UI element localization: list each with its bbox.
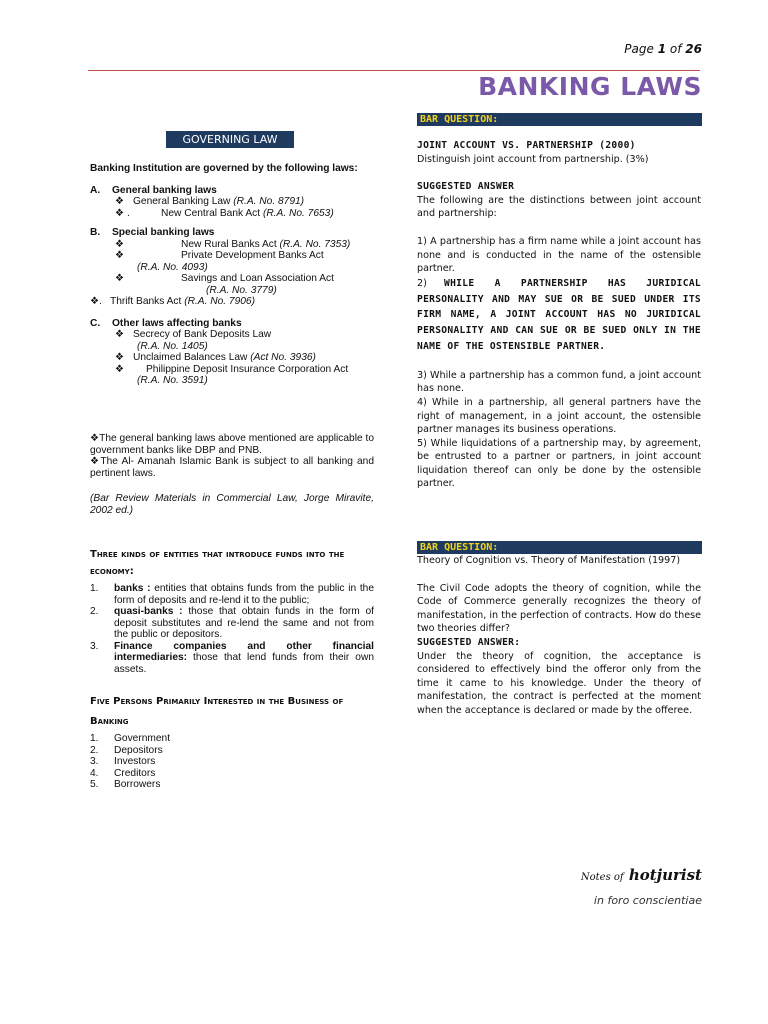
section-a: A. General banking laws ❖ General Banking Law (R.A. No. 8791) ❖ . New Central Bank Act (R.A. No. 7653) <box>90 185 374 220</box>
notes-block <box>90 433 374 516</box>
list-item: ❖ General Banking Law (R.A. No. 8791) <box>115 196 305 207</box>
list-item: ❖ New Rural Banks Act (R.A. No. 7353) <box>115 238 351 250</box>
left-column-top <box>90 163 374 387</box>
answer-text: 1) A partnership has a firm name while a joint account has none and is conducted in the name of the ostensible partner. <box>417 235 701 275</box>
list-item: ❖ . New Central Bank Act (R.A. No. 7653) <box>115 207 334 219</box>
motto: in foro conscientiae <box>593 894 702 907</box>
signature: Notes of hotjurist <box>580 866 702 884</box>
three-kinds-block <box>90 546 374 675</box>
header-rule <box>88 70 700 71</box>
list-item: 1. Government <box>90 733 171 744</box>
list-item: 1. banks : entities that obtains funds from the public in the form of deposits and re-lend it to the public; <box>90 583 374 606</box>
suggested-answer-label: SUGGESTED ANSWER <box>417 181 515 193</box>
list-item: 3. Finance companies and other financial intermediaries: those that lend funds from their own assets. <box>90 640 374 675</box>
list-item: ❖ Secrecy of Bank Deposits Law (R.A. No. 1405) <box>115 329 272 352</box>
list-item: ❖ Philippine Deposit Insurance Corporation Act (R.A. No. 3591) <box>115 363 349 386</box>
citation: (Bar Review Materials in Commercial Law, Jorge Miravite, 2002 ed.) <box>90 493 374 516</box>
question-title: JOINT ACCOUNT VS. PARTNERSHIP (2000) <box>417 140 636 151</box>
question-text: Distinguish joint account from partnership. (3%) <box>417 153 649 165</box>
list-item: 5. Borrowers <box>90 779 161 790</box>
page-number: Page 1 of 26 <box>624 42 702 56</box>
question-title: Theory of Cognition vs. Theory of Manifestation (1997) <box>417 555 681 566</box>
bar-question-banner: BAR QUESTION: <box>417 113 702 126</box>
answer-text: 2) WHILE A PARTNERSHIP HAS JURIDICAL PERSONALITY AND MAY SUE OR BE SUED UNDER ITS FIRM NAME, A JOINT ACCOUNT HAS NO JURIDICAL PERSONALITY AND CAN SUE OR BE SUED ONLY IN THE NAME OF THE OSTENSIBLE PARTNER. <box>417 277 701 352</box>
question-2-block <box>417 554 701 718</box>
bar-question-banner: BAR QUESTION: <box>417 541 702 554</box>
section-c: C. Other laws affecting banks ❖ Secrecy of Bank Deposits Law (R.A. No. 1405) ❖ Unclaimed Balances Law (Act No. 3936) ❖ Philippine Deposit Insurance Corporation Act (R.A. No. 3591) <box>90 318 374 387</box>
section-b: B. Special banking laws ❖ New Rural Banks Act (R.A. No. 7353) ❖ Private Development Banks Act (R.A. No. 4093) ❖ Savings and Loan Association Act (R.A. No. 3779) ❖. Thrift Banks Act (R.A. No. 7906) <box>90 227 374 308</box>
list-item: 4. Creditors <box>90 767 156 779</box>
answer-text: 3) While a partnership has a common fund, a joint account has none. <box>417 369 701 395</box>
list-item: ❖ Savings and Loan Association Act (R.A. No. 3779) <box>115 273 334 296</box>
list-item: 3. Investors <box>90 756 156 767</box>
question-text: The Civil Code adopts the theory of cognition, while the Code of Commerce generally recognizes the theory of manifestation, in the perfection of contracts. How do these two theories differ? <box>417 582 701 635</box>
page-title: BANKING LAWS <box>478 72 702 101</box>
intro-text: Banking Institution are governed by the following laws: <box>90 163 358 174</box>
question-1-block <box>417 139 701 491</box>
list-item: ❖ Unclaimed Balances Law (Act No. 3936) <box>115 352 316 363</box>
section-heading: Five Persons Primarily Interested in the Business of Banking <box>90 696 344 727</box>
note-text: ❖The general banking laws above mentioned are applicable to government banks like DBP and PNB. <box>90 433 374 456</box>
suggested-answer-label: SUGGESTED ANSWER: <box>417 636 521 648</box>
list-item: 2. quasi-banks : those that obtain funds in the form of deposit substitutes and re-lend the same and not from the public or depositors. <box>90 606 374 640</box>
answer-text: Under the theory of cognition, the acceptance is considered to effectively bind the offeror only from the time it came to his knowledge. Under the theory of manifestation, the contract is perfected at the moment when the acceptance is declared or made by the offeree. <box>417 650 701 716</box>
list-item: 2. Depositors <box>90 744 163 756</box>
list-item: ❖. Thrift Banks Act (R.A. No. 7906) <box>90 296 255 307</box>
governing-law-heading: GOVERNING LAW <box>166 131 294 148</box>
note-text: ❖The Al- Amanah Islamic Bank is subject to all banking and pertinent laws. <box>90 456 374 479</box>
answer-text: 5) While liquidations of a partnership may, by agreement, be entrusted to a partner or partners, in joint account liquidation thereof can only be done by the ostensible partner. <box>417 437 701 490</box>
list-item: ❖ Private Development Banks Act (R.A. No. 4093) <box>115 250 324 273</box>
answer-text: The following are the distinctions between joint account and partnership: <box>417 194 701 220</box>
section-heading: Three kinds of entities that introduce funds into the economy: <box>90 549 345 577</box>
answer-text: 4) While in a partnership, all general partners have the right of management, in a joint account, the ostensible partner manages its business operations. <box>417 396 701 436</box>
five-persons-block <box>90 692 374 791</box>
